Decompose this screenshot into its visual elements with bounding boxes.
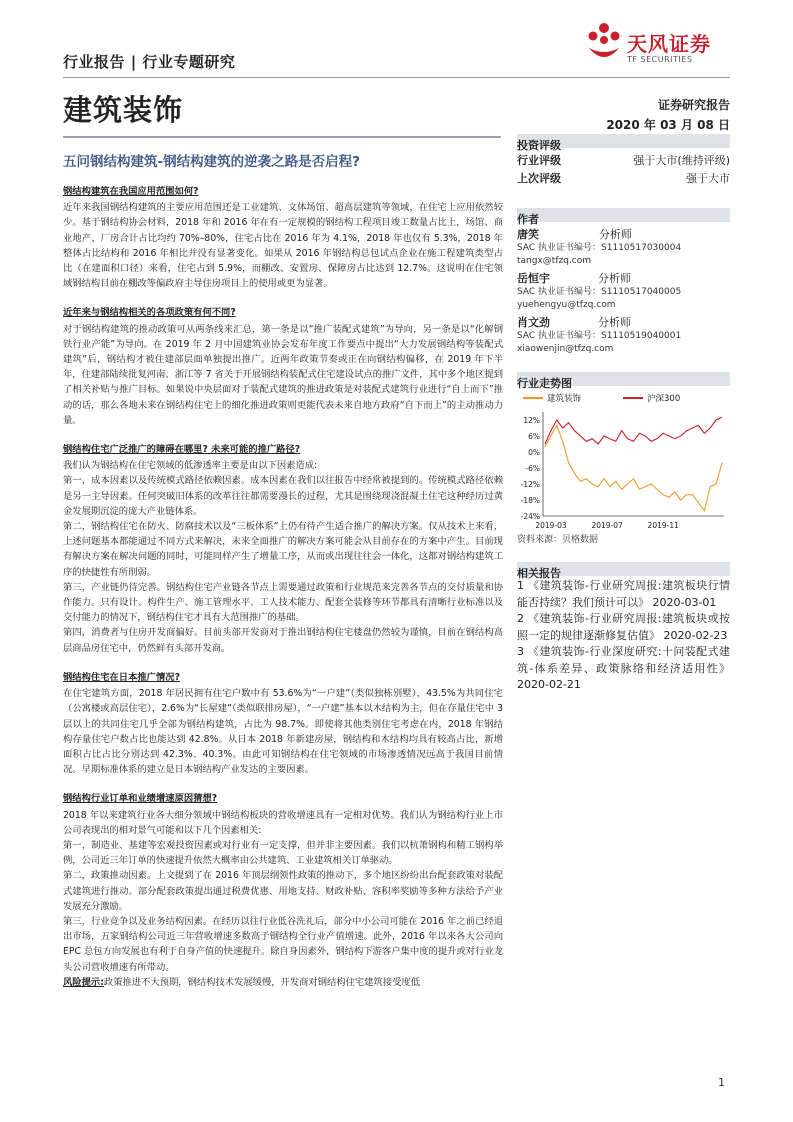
paragraph: 近年来我国钢结构建筑的主要应用范围还是工业建筑、文体场馆、超高层建筑等领域，在住宅上应用依然较少。基于钢结构协会材料，2018 年和 2016 年在有一定规模的钢结构工程项目竣工数量占比上，场馆、商业地产、厂房合计占比均约 70%–80%，住宅占比在 2016 年为 4.1%，2018 年也仅有 5.3%，2018 年整体占比结构和 2016 年相比并没有显著变化。如果从 2016 年钢结构总包试点企业在施工程建筑类型占比（在建面积口径）来看，住宅占到 5.9%，而棚改、安置房、保障房占比达到 12.7%。这说明在住宅领域钢结构目前在棚改等偏政府主导住房项目上的使用或更为显著。 [63, 202, 503, 290]
rating-panel [517, 134, 730, 188]
legend-label: 沪深300 [647, 394, 681, 404]
header-divider [63, 77, 730, 78]
main-body [63, 184, 503, 990]
x-tick-label: 2019-11 [647, 521, 679, 530]
report-type: 证券研究报告 [657, 98, 730, 112]
paragraph: 第四，消费者与住房开发商偏好。目前头部开发商对于推出钢结构住宅楼盘仍然较为谨慎，目前在钢结构高层商品房住宅中，仍然鲜有头部开发商。 [63, 627, 503, 654]
author-cert: SAC 执业证书编号：S1110519040001 [517, 331, 682, 341]
legend-label: 建筑装饰 [547, 394, 582, 404]
y-tick-label: -6% [525, 464, 540, 473]
rating-row [517, 152, 730, 170]
company-logo [585, 20, 735, 72]
rating-value: 强于大市(维持评级) [633, 154, 730, 167]
section-heading: 钢结构住宅在日本推广情况? [63, 671, 180, 683]
paragraph: 第一，制造业、基建等宏观投资因素或对行业有一定支撑，但并非主要因素。我们以杭萧钢构和精工钢构举例，公司近三年订单的快速提升依然大概率由公共建筑、工业建筑相关订单驱动。 [63, 839, 503, 867]
rating-label: 上次评级 [517, 172, 561, 185]
authors-header-bar [517, 208, 730, 226]
x-tick-label: 2019-07 [591, 521, 623, 530]
paragraph: 我们认为钢结构在住宅领域的低渗透率主要是由以下因素造成: [63, 460, 318, 472]
author-entry [517, 316, 730, 356]
paragraph: 第三，行业竞争以及业务结构因素。在经历以往行业低谷洗礼后，部分中小公司可能在 2016 年之前已经退出市场，五家钢结构公司近三年营收增速多数高于钢结构全行业产值增速。此外，2016 年以来各大公司向 EPC 总包方向发展也有利于自身产值的快速提升。除自身因素外，钢结构下游客户集中度的提升或对行业龙头公司营收增速有所带动。 [63, 915, 503, 973]
page-number: 1 [718, 1076, 725, 1089]
logo-text-en: TF SECURITIES [627, 55, 693, 64]
section [63, 184, 503, 291]
author-entry [517, 228, 730, 268]
paragraph: 2018 年以来建筑行业各大细分领域中钢结构板块的营收增速具有一定相对优势。我们认为钢结构行业上市公司表现出的相对景气可能和以下几个因素相关: [63, 809, 503, 836]
y-tick-label: 0% [528, 448, 540, 457]
author-email[interactable]: xiaowenjin@tfzq.com [517, 344, 614, 354]
section [63, 791, 503, 990]
report-category: 行业报告 | 行业专题研究 [63, 53, 236, 71]
related-report-link[interactable]: 2 《建筑装饰-行业研究周报:建筑板块或按照一定的规律逐渐修复估值》 2020-02-23 [517, 612, 730, 642]
author-role: 分析师 [598, 272, 631, 285]
y-tick-label: -24% [520, 512, 540, 521]
author-name: 唐笑 [517, 228, 539, 241]
author-role: 分析师 [598, 316, 631, 329]
main-title: 五问钢结构建筑-钢结构建筑的逆袭之路是否启程? [63, 154, 360, 170]
author-name: 岳恒宇 [517, 272, 550, 285]
related-panel [517, 562, 730, 694]
authors-panel [517, 208, 730, 356]
y-tick-label: 6% [528, 432, 540, 441]
section-heading: 近年来与钢结构相关的各项政策有何不同? [63, 307, 236, 319]
related-report-link[interactable]: 1 《建筑装饰-行业研究周报:建筑板块行情能否持续？我们预计可以》 2020-03-01 [517, 579, 730, 609]
y-tick-label: -18% [520, 496, 540, 505]
series-line [545, 425, 722, 510]
section [63, 442, 503, 656]
risk-text: 政策推进不大预期，钢结构技术发展缓慢，开发商对钢结构住宅建筑接受度低 [103, 976, 421, 988]
series-line [545, 417, 722, 444]
paragraph: 第二，政策推动因素。上文提到了在 2016 年顶层纲领性政策的推动下，多个地区纷纷出台配套政策对装配式建筑进行推动。部分配套政策提出通过税费优惠、用地支持、财政补贴、容积率奖励等多种方法给予产业发展充分激励。 [63, 870, 503, 912]
rating-title: 投资评级 [517, 139, 561, 152]
y-tick-label: 12% [523, 416, 540, 425]
rating-row [517, 170, 730, 188]
risk-label: 风险提示: [63, 976, 104, 988]
author-cert: SAC 执业证书编号：S1110517030004 [517, 243, 682, 253]
rating-label: 行业评级 [517, 154, 561, 167]
related-header-bar [517, 562, 730, 580]
paragraph: 第一，成本因素以及传统模式路径依赖因素。成本因素在我们以往报告中经常被提到的。传统模式路径依赖是另一主导因素。任何突破旧体系的改革往往都需要漫长的过程，尤其是围绕现浇混凝土住宅这种经历过黄金发展期沉淀的庞大产业链体系。 [63, 475, 503, 517]
section-heading: 钢结构住宅广泛推广的障碍在哪里? 未来可能的推广路径? [63, 444, 301, 456]
risk-note [63, 975, 503, 990]
trend-title: 行业走势图 [517, 377, 572, 390]
author-entry [517, 272, 730, 312]
trend-header-bar [517, 372, 730, 390]
rating-value: 强于大市 [686, 172, 730, 185]
authors-title: 作者 [517, 213, 539, 226]
author-role: 分析师 [599, 228, 632, 241]
y-tick-label: -12% [520, 480, 540, 489]
paragraph: 在住宅建筑方面，2018 年居民拥有住宅户数中有 53.6%为“一户建”（类似独栋别墅），43.5%为共同住宅（公寓楼或高层住宅），2.6%为“长屋建”（类似联排房屋），“一户建”基本以木结构为主，但在存量住宅中 3 层以上的共同住宅几乎全部为钢结构建筑，占比为 98.7%。即使将其他类别住宅考虑在内，2018 年钢结构存量住宅户数占比也能达到 42.8%。从日本 2018 年新建房屋，钢结构和木结构均具有较高占比，新增面积占比占比分别达到 42.3%、40.3%。由此可知钢结构在住宅领域的市场渗透情况远高于我国目前情况。早期标准体系的建立是日本钢结构产业发达的主要因素。 [63, 688, 503, 776]
related-title: 相关报告 [517, 567, 561, 580]
title-divider [63, 136, 501, 138]
author-cert: SAC 执业证书编号：S1110517040005 [517, 287, 682, 297]
author-email[interactable]: yuehengyu@tfzq.com [517, 300, 616, 310]
sector-title: 建筑装饰 [63, 93, 184, 127]
trend-chart [517, 390, 730, 530]
paragraph: 对于钢结构建筑的推动政策可从两条线来汇总，第一条是以“推广装配式建筑”为导向，另一条是以“化解钢铁行业产能”为导向。在 2019 年 2 月中国建筑业协会发布年度工作要点中提出“大力发展钢结构等装配式建筑”后，钢结构才被住建部层面单独提出推广。近两年政策节奏或正在向钢结构偏移，在 2019 年下半年，住建部陆续批复河南、浙江等 7 省关于开展钢结构装配式住宅建设试点的推广文件，其中多个地区提到了相关补贴与推广目标。如果说中央层面对于装配式建筑的推进政策是对装配式建筑行业进行“自上而下”推动的话，那么各地未来在钢结构住宅上的细化推进政策则更能代表未来自地方政府“自下而上”的主动推动力量。 [63, 323, 503, 426]
section-heading: 钢结构建筑在我国应用范围如何? [63, 186, 199, 197]
paragraph: 第三，产业链仍待完善。钢结构住宅产业链各节点上需要通过政策和行业规范来完善各节点的交付质量和协作能力。只有设计、构件生产、施工管理水平、工人技术能力、配套全装修等环节都具有清晰行业标准以及交付能力的情况下，钢结构住宅才具有大范围推广的基础。 [63, 581, 503, 624]
logo-text-cn: 天风证券 [627, 32, 711, 56]
author-name: 肖文劲 [517, 316, 550, 329]
section-heading: 钢结构行业订单和业绩增速原因猜想? [63, 793, 218, 805]
related-report-link[interactable]: 3 《建筑装饰-行业深度研究:十问装配式建筑-体系差异、政策脉络和经济适用性》 2020-02-21 [517, 645, 730, 691]
trend-panel [517, 372, 730, 547]
author-email[interactable]: tangx@tfzq.com [517, 256, 592, 266]
x-tick-label: 2019-03 [535, 521, 567, 530]
related-list [517, 578, 730, 694]
chart-source: 资料来源：贝格数据 [517, 535, 599, 545]
paragraph: 第二，钢结构住宅在防火、防腐技术以及“三板体系”上仍有待产生适合推广的解决方案。仅从技术上来看，上述问题基本都能通过不同方式来解决，未来全面推广的解决方案可能会从目前存在的方案中产生。目前现有解决方案在解决问题的同时，可能同样产生了增量工序，从而或出现往往会一体化，这都对钢结构建筑工序的快捷性有所削弱。 [63, 521, 503, 578]
report-date: 2020 年 03 月 08 日 [606, 118, 730, 132]
rating-header-bar [517, 134, 730, 152]
section [63, 670, 503, 777]
section [63, 305, 503, 428]
logo-mark-icon [585, 22, 623, 66]
